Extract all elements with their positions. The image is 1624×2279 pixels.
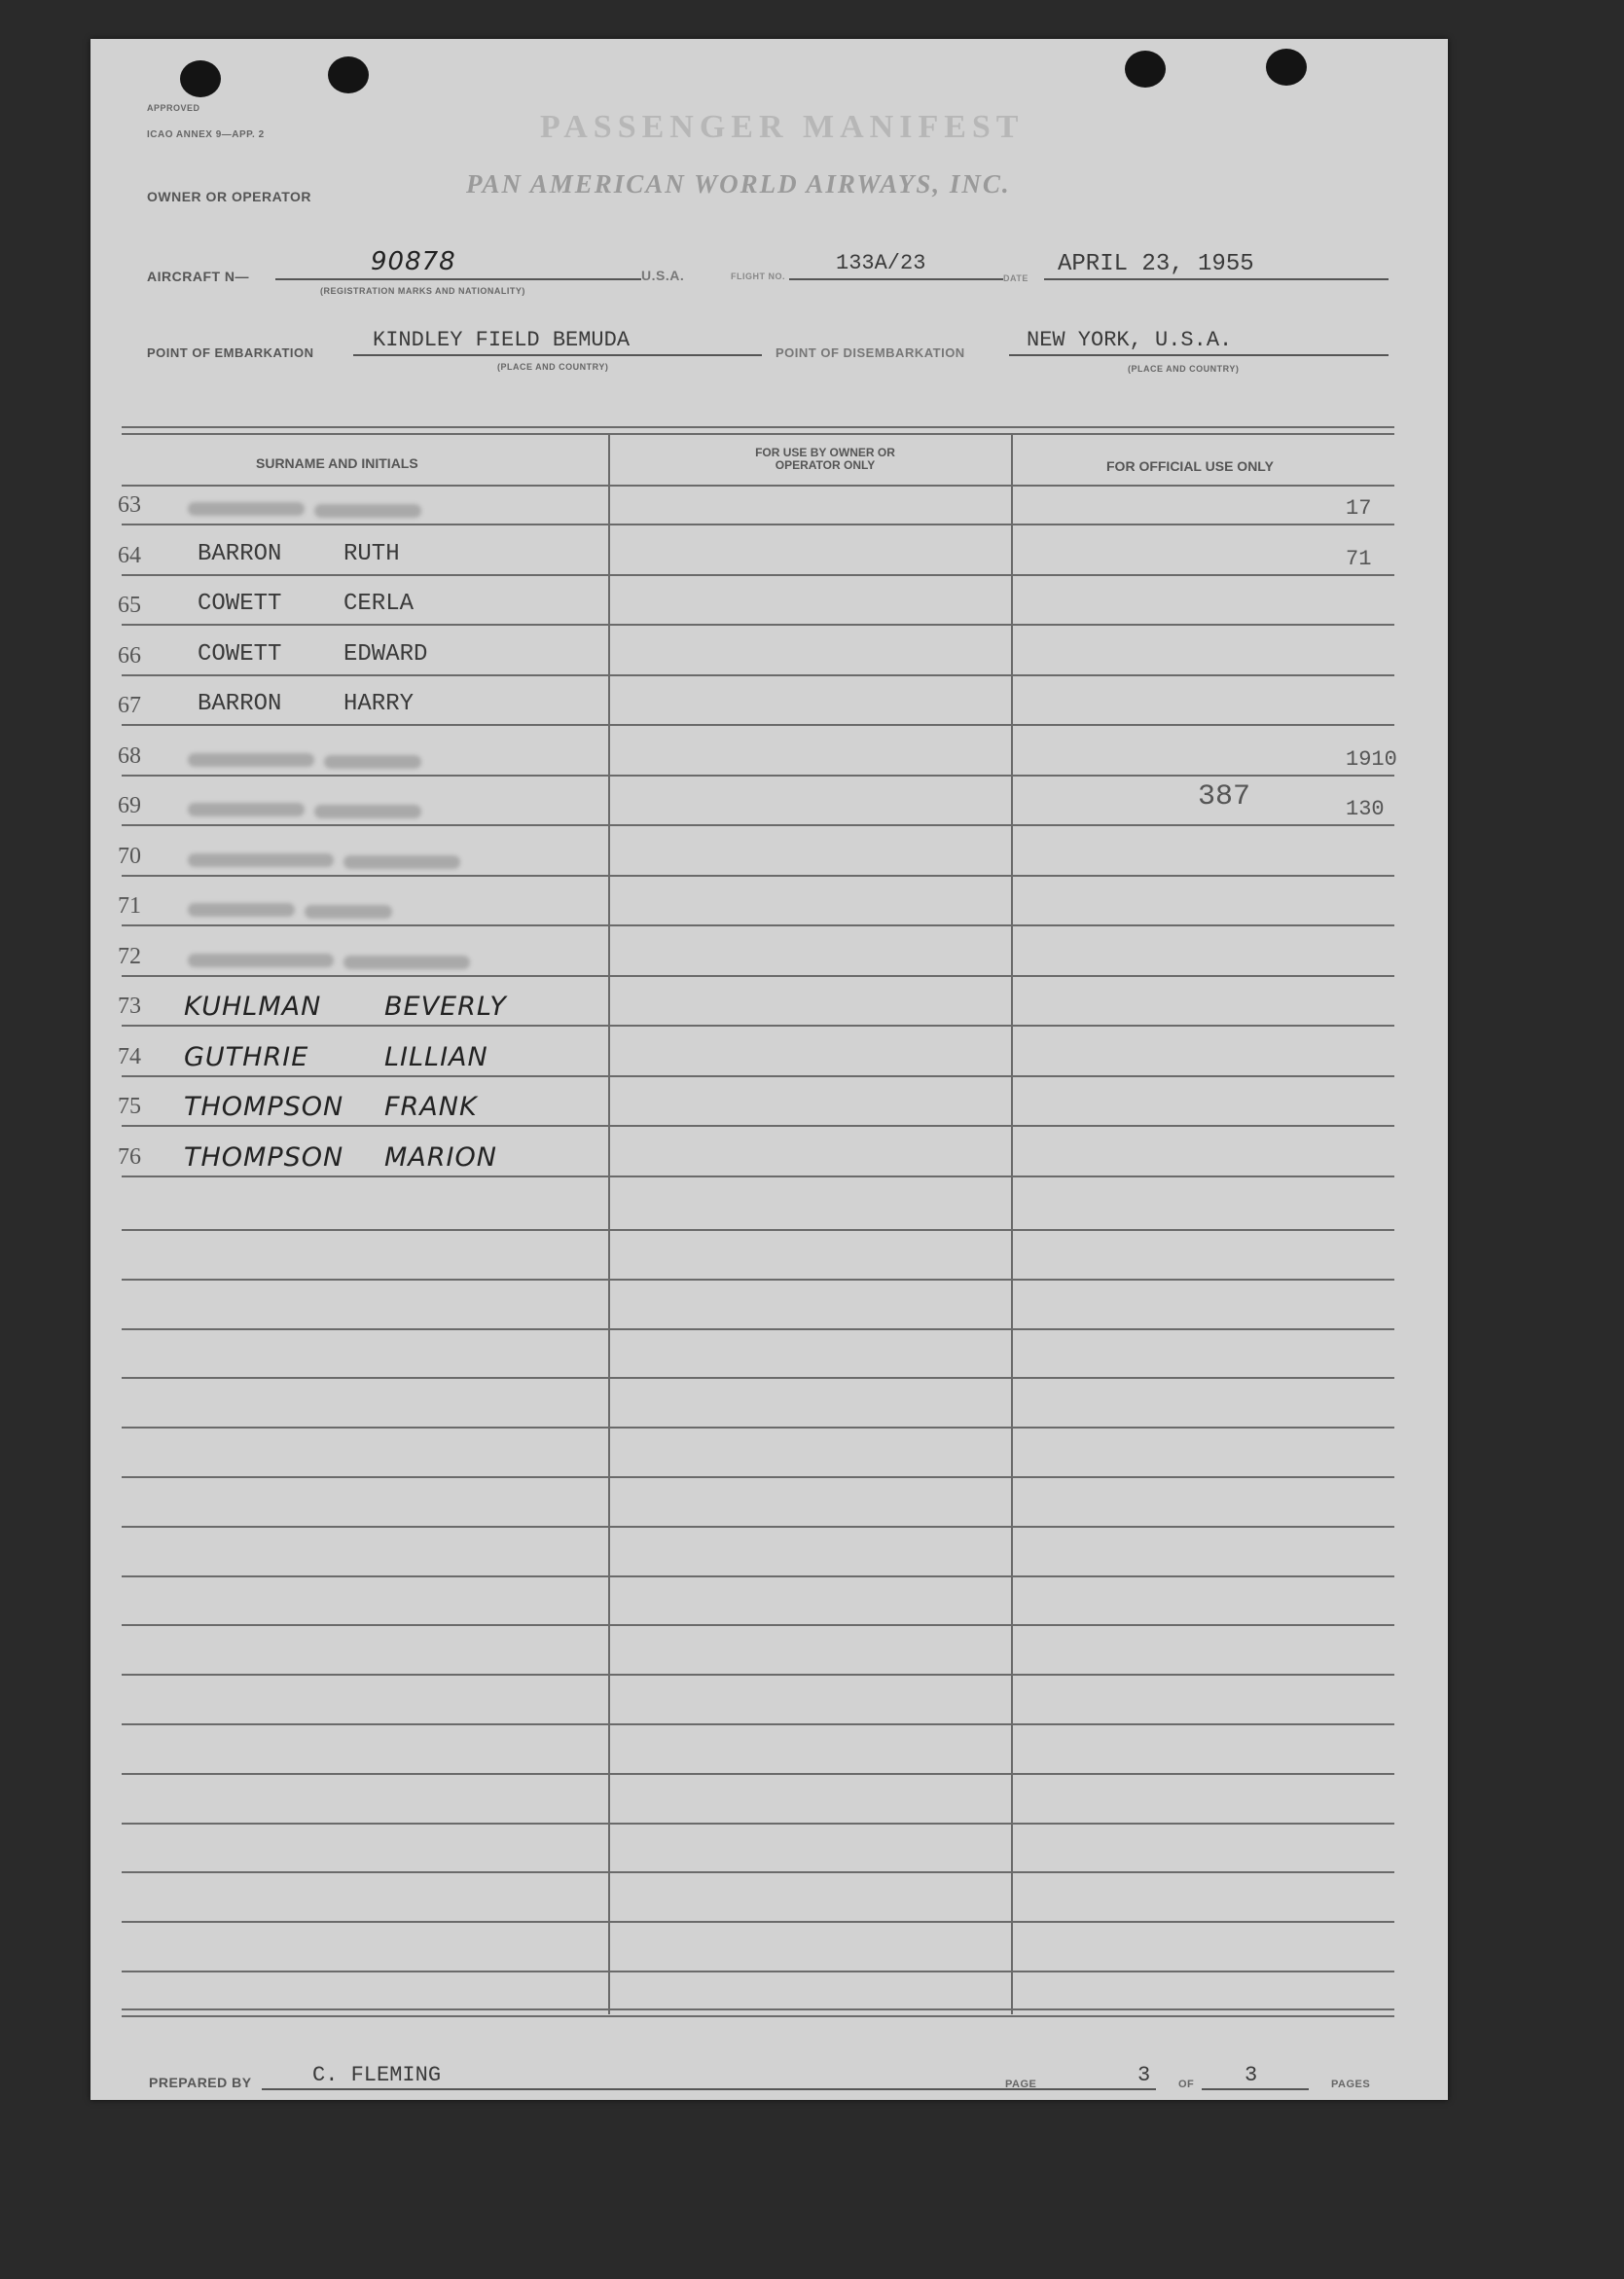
passenger-surname: GUTHRIE [184, 1042, 309, 1072]
column-divider [608, 433, 610, 2014]
passenger-surname: THOMPSON [184, 1142, 344, 1173]
passenger-given-name: CERLA [343, 591, 415, 617]
passenger-given-name: LILLIAN [384, 1042, 488, 1072]
embarkation-label: POINT OF EMBARKATION [147, 345, 314, 360]
blank-row-rule [122, 1328, 1394, 1330]
header-rule [122, 485, 1394, 487]
owner-value: PAN AMERICAN WORLD AIRWAYS, INC. [466, 169, 1011, 199]
of-underline [1202, 2088, 1309, 2090]
embarkation-value: KINDLEY FIELD BEMUDA [373, 328, 631, 352]
punch-hole [1125, 51, 1166, 88]
usa-label: U.S.A. [641, 268, 685, 283]
aircraft-underline [275, 278, 641, 280]
redacted-name [314, 504, 421, 518]
row-number: 67 [118, 693, 141, 718]
passenger-surname: COWETT [198, 641, 282, 668]
redacted-name [343, 855, 460, 869]
redacted-name [188, 753, 314, 767]
blank-row-rule [122, 1377, 1394, 1379]
embarkation-note: (PLACE AND COUNTRY) [497, 362, 609, 372]
passenger-surname: THOMPSON [184, 1092, 344, 1122]
registration-note: (REGISTRATION MARKS AND NATIONALITY) [320, 286, 525, 296]
row-number: 73 [118, 994, 141, 1019]
redacted-name [305, 905, 392, 919]
flight-value: 133A/23 [836, 251, 926, 275]
prepared-underline [262, 2088, 1089, 2090]
row-rule [122, 524, 1394, 525]
row-number: 71 [118, 893, 141, 919]
redacted-name [188, 903, 295, 917]
passenger-surname: KUHLMAN [184, 992, 322, 1022]
row-rule [122, 824, 1394, 826]
row-rule [122, 724, 1394, 726]
table-bottom-rule [122, 2015, 1394, 2017]
redacted-name [188, 502, 305, 516]
disembarkation-label: POINT OF DISEMBARKATION [776, 345, 965, 360]
row-number: 66 [118, 643, 141, 669]
passenger-given-name: FRANK [384, 1092, 478, 1122]
blank-row-rule [122, 1427, 1394, 1429]
row-rule [122, 1125, 1394, 1127]
row-number: 72 [118, 944, 141, 969]
passenger-surname: BARRON [198, 541, 282, 567]
row-rule [122, 924, 1394, 926]
blank-row-rule [122, 1624, 1394, 1626]
official-code: 1910 [1346, 747, 1397, 772]
date-value: APRIL 23, 1955 [1058, 251, 1254, 277]
passenger-given-name: EDWARD [343, 641, 428, 668]
blank-row-rule [122, 1773, 1394, 1775]
redacted-name [343, 956, 470, 969]
disembarkation-value: NEW YORK, U.S.A. [1027, 328, 1233, 352]
official-column-header: FOR OFFICIAL USE ONLY [1106, 458, 1274, 474]
redacted-name [188, 954, 334, 967]
redacted-name [324, 755, 421, 769]
row-number: 70 [118, 844, 141, 869]
redacted-name [188, 853, 334, 867]
row-number: 64 [118, 543, 141, 568]
punch-hole [328, 56, 369, 93]
official-code: 17 [1346, 496, 1372, 521]
blank-row-rule [122, 1674, 1394, 1676]
disembarkation-note: (PLACE AND COUNTRY) [1128, 364, 1240, 374]
table-top-rule [122, 426, 1394, 428]
prepared-by-value: C. FLEMING [312, 2063, 442, 2087]
disembarkation-underline [1009, 354, 1389, 356]
blank-row-rule [122, 1971, 1394, 1972]
passenger-surname: BARRON [198, 691, 282, 717]
row-number: 75 [118, 1094, 141, 1119]
row-rule [122, 975, 1394, 977]
table-bottom-rule [122, 2008, 1394, 2010]
official-extra-number: 387 [1198, 780, 1251, 814]
of-label: OF [1178, 2079, 1195, 2090]
blank-row-rule [122, 1229, 1394, 1231]
aircraft-label: AIRCRAFT N— [147, 269, 250, 284]
row-number: 65 [118, 593, 141, 618]
passenger-surname: COWETT [198, 591, 282, 617]
row-rule [122, 1176, 1394, 1177]
row-rule [122, 875, 1394, 877]
approved-note: APPROVED [147, 103, 200, 113]
date-label: DATE [1003, 273, 1029, 283]
manifest-sheet [90, 39, 1448, 2100]
blank-row-rule [122, 1871, 1394, 1873]
blank-row-rule [122, 1476, 1394, 1478]
row-rule [122, 624, 1394, 626]
icao-annex-note: ICAO ANNEX 9—APP. 2 [147, 129, 265, 140]
column-divider [1011, 433, 1013, 2014]
manifest-title: PASSENGER MANIFEST [540, 109, 1025, 145]
blank-row-rule [122, 1526, 1394, 1528]
passenger-given-name: HARRY [343, 691, 415, 717]
flight-label: FLIGHT NO. [731, 271, 785, 281]
passenger-given-name: BEVERLY [384, 992, 507, 1022]
row-rule [122, 775, 1394, 777]
blank-row-rule [122, 1279, 1394, 1281]
prepared-by-label: PREPARED BY [149, 2075, 252, 2090]
blank-row-rule [122, 1723, 1394, 1725]
owner-label: OWNER OR OPERATOR [147, 189, 311, 204]
passenger-given-name: MARION [384, 1142, 497, 1173]
row-rule [122, 674, 1394, 676]
official-code: 130 [1346, 797, 1385, 821]
row-rule [122, 1075, 1394, 1077]
blank-row-rule [122, 1575, 1394, 1577]
blank-row-rule [122, 1921, 1394, 1923]
row-number: 68 [118, 743, 141, 769]
page-value: 3 [1137, 2063, 1151, 2087]
embarkation-underline [353, 354, 762, 356]
punch-hole [180, 60, 221, 97]
row-number: 76 [118, 1144, 141, 1170]
page-underline [1049, 2088, 1156, 2090]
redacted-name [188, 803, 305, 816]
blank-row-rule [122, 1823, 1394, 1825]
date-underline [1044, 278, 1389, 280]
redacted-name [314, 805, 421, 818]
flight-underline [789, 278, 1003, 280]
punch-hole [1266, 49, 1307, 86]
owner-column-header: FOR USE BY OWNER OR OPERATOR ONLY [755, 446, 895, 472]
row-number: 74 [118, 1044, 141, 1069]
passenger-given-name: RUTH [343, 541, 400, 567]
total-pages-value: 3 [1245, 2063, 1258, 2087]
row-rule [122, 1025, 1394, 1027]
row-number: 63 [118, 492, 141, 518]
row-number: 69 [118, 793, 141, 818]
page-label: PAGE [1005, 2079, 1037, 2090]
surname-column-header: SURNAME AND INITIALS [256, 455, 418, 471]
row-rule [122, 574, 1394, 576]
pages-label: PAGES [1331, 2079, 1371, 2090]
official-code: 71 [1346, 547, 1372, 571]
aircraft-value: 90878 [371, 247, 456, 276]
table-top-rule [122, 433, 1394, 435]
